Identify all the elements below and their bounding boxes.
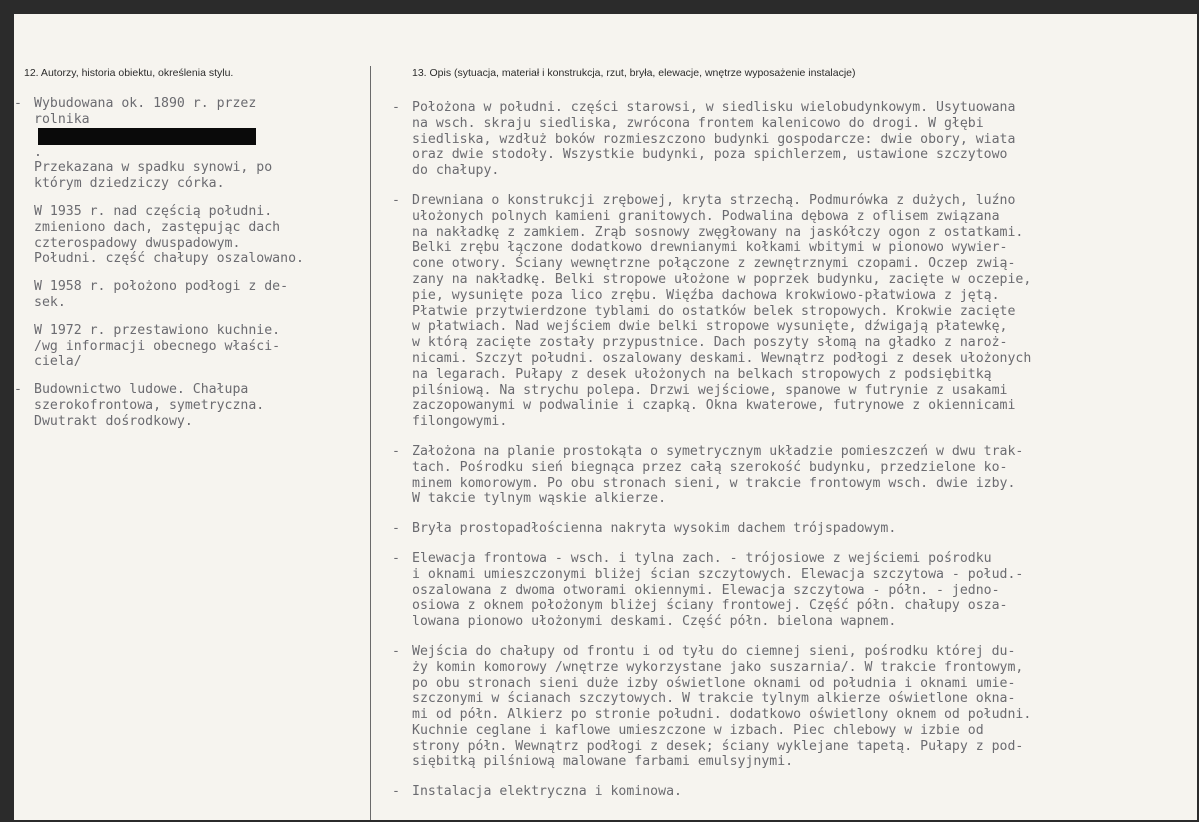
- text-line: na nakładkę z zamkiem. Zrąb sosnowy zwęgłowany na jaskółczy ogon z ostatkami.: [412, 224, 1024, 240]
- text-line: Założona na planie prostokąta o symetrycznym układzie pomieszczeń w dwu trak-: [412, 443, 1024, 459]
- text-line: siedliska, wzdłuż boków rozmieszczono budynki gospodarcze: dwie obory, wiata: [412, 131, 1016, 147]
- text-line: W 1958 r. położono podłogi z de-: [34, 279, 289, 295]
- bullet-dash: -: [392, 643, 400, 659]
- text-line: którym dziedziczy córka.: [34, 176, 225, 192]
- text-line: Belki zrębu łączone dodatkowo drewnianymi kołkami wbitymi w pionowo wywier-: [412, 240, 1008, 256]
- text-line: Przekazana w spadku synowi, po: [34, 160, 273, 176]
- section-13-header: 13. Opis (sytuacja, materiał i konstrukcja, rzut, bryła, elewacje, wnętrze wyposażenie instalacje): [412, 67, 856, 79]
- bullet-dash: -: [392, 100, 400, 115]
- text-line: tach. Pośrodku sień biegnąca przez całą szerokość budynku, przedzielone ko-: [412, 459, 1008, 475]
- owner-label: rolnika: [34, 111, 90, 127]
- text-line: sek.: [34, 294, 66, 310]
- text-line: Drewniana o konstrukcji zrębowej, kryta strzechą. Podmurówka z dużych, luźno: [412, 192, 1016, 208]
- text-line: nicami. Szczyt południ. oszalowany deskami. Wewnątrz podłogi z desek ułożonych: [412, 350, 1032, 366]
- redacted-line-end: .: [34, 144, 42, 160]
- text-line: szczonymi w ścianach szczytowych. W trakcie tylnym alkierze oświetlone okna-: [412, 691, 1016, 707]
- description-entry-text: [412, 784, 1192, 800]
- description-entry-text: [412, 444, 1192, 507]
- history-column: [14, 96, 369, 430]
- history-entry-text: [34, 382, 369, 429]
- text-line: zaczopowanymi w podwalinie i czapką. Okna kwaterowe, futrynowe z okiennicami: [412, 398, 1016, 414]
- text-line: Dwutrakt dośrodkowy.: [34, 413, 193, 429]
- text-line: oszalowana z dwoma otworami okiennymi. Elewacja szczytowa - półn. - jedno-: [412, 582, 1000, 598]
- text-line: osiowa z oknem położonym bliżej ściany frontowej. Część półn. chałupy osza-: [412, 598, 1008, 614]
- text-line: Budownictwo ludowe. Chałupa: [34, 382, 249, 398]
- description-entry-text: [412, 521, 1192, 537]
- text-line: W 1972 r. przestawiono kuchnie.: [34, 322, 281, 338]
- text-line: zmieniono dach, zastępując dach: [34, 219, 281, 235]
- redaction-bar: [38, 128, 256, 145]
- description-entry: [392, 444, 1192, 507]
- description-entry: [392, 193, 1192, 430]
- description-entry: [392, 784, 1192, 800]
- history-entry: [14, 323, 369, 370]
- text-line: Kuchnie ceglane i kaflowe umieszczone w izbach. Piec chlebowy w izbie od: [412, 722, 984, 738]
- bullet-dash: -: [14, 382, 22, 398]
- history-entry-text: [34, 96, 369, 192]
- text-line: Elewacja frontowa - wsch. i tylna zach. - trójosiowe z wejściemi pośrodku: [412, 550, 992, 566]
- text-line: na legarach. Pułapy z desek ułożonych na belkach stropowych z podsiębitką: [412, 366, 992, 382]
- description-entry-text: [412, 644, 1192, 770]
- text-line: zany na nakładkę. Belki stropowe ułożone w poprzek budynku, zacięte w oczepie,: [412, 271, 1032, 287]
- document-sheet: [14, 14, 1197, 820]
- redacted-line: [34, 112, 369, 161]
- text-line: pilśniową. Na strychu polepa. Drzwi wejściowe, spanowe w futrynie z usakami: [412, 382, 1008, 398]
- bullet-dash: -: [392, 521, 400, 537]
- history-entry: [14, 96, 369, 192]
- history-entry: [14, 204, 369, 267]
- column-divider: [370, 66, 371, 820]
- description-entry-text: [412, 100, 1192, 179]
- text-line: ciela/: [34, 354, 82, 370]
- text-line: szerokofrontowa, symetryczna.: [34, 397, 265, 413]
- description-entry-text: [412, 193, 1192, 430]
- history-entry: [14, 279, 369, 311]
- text-line: Południ. część chałupy oszalowano.: [34, 251, 304, 267]
- text-line: siębitką pilśniową malowane farbami emulsyjnymi.: [412, 754, 794, 770]
- history-entry-text: [34, 204, 369, 267]
- text-line: Wejścia do chałupy od frontu i od tyłu do ciemnej sieni, pośrodku której du-: [412, 643, 1016, 659]
- description-entry-text: [412, 551, 1192, 630]
- text-line: w którą zacięte zostały przypustnice. Dach poszyty słomą na gładko z naroż-: [412, 335, 1008, 351]
- description-column: [392, 100, 1192, 800]
- history-entry-text: [34, 323, 369, 370]
- text-line: oraz dwie stodoły. Wszystkie budynki, poza spichlerzem, ustawione szczytowo: [412, 147, 1008, 163]
- description-entry: [392, 100, 1192, 179]
- history-entry-text: [34, 279, 369, 311]
- text-line: w płatwiach. Nad wejściem dwie belki stropowe wysunięte, dźwigają płatewkę,: [412, 319, 1008, 335]
- bullet-dash: -: [14, 96, 22, 111]
- text-line: W takcie tylnym wąskie alkierze.: [412, 491, 667, 507]
- text-line: do chałupy.: [412, 163, 500, 179]
- text-line: filongowymi.: [412, 414, 508, 430]
- text-line: Instalacja elektryczna i kominowa.: [412, 784, 682, 800]
- text-line: Płatwie przytwierdzone tyblami do ostatków belek stropowych. Krokwie zacięte: [412, 303, 1016, 319]
- text-line: czterospadowy dwuspadowym.: [34, 235, 241, 251]
- description-entry: [392, 644, 1192, 770]
- text-line: minem komorowym. Po obu stronach sieni, w trakcie frontowym wsch. dwie izby.: [412, 475, 1016, 491]
- text-line: i oknami umieszczonymi bliżej ścian szczytowych. Elewacja szczytowa - połud.-: [412, 566, 1024, 582]
- description-entry: [392, 551, 1192, 630]
- text-line: ży komin komorowy /wnętrze wykorzystane jako suszarnia/. W trakcie frontowym,: [412, 659, 1024, 675]
- text-line: po obu stronach sieni duże izby oświetlone oknami od południa i oknami umie-: [412, 675, 1016, 691]
- text-line: /wg informacji obecnego właści-: [34, 338, 281, 354]
- text-line: lowana pionowo ułożonymi deskami. Część półn. bielona wapnem.: [412, 614, 897, 630]
- section-12-header: 12. Autorzy, historia obiektu, określenia stylu.: [24, 67, 234, 79]
- text-line: Bryła prostopadłościenna nakryta wysokim dachem trójspadowym.: [412, 521, 897, 537]
- text-line: ułożonych polnych kamieni granitowych. Podwalina dębowa z oflisem związana: [412, 208, 1000, 224]
- bullet-dash: -: [392, 443, 400, 459]
- bullet-dash: -: [392, 192, 400, 208]
- text-line: Położona w południ. części starowsi, w siedlisku wielobudynkowym. Usytuowana: [412, 100, 1016, 115]
- text-line: pie, wysunięte poza lico zrębu. Więźba dachowa krokwiowo-płatwiowa z jętą.: [412, 287, 1000, 303]
- text-line: na wsch. skraju siedliska, zwrócona frontem kalenicowo do drogi. W głębi: [412, 115, 984, 131]
- text-line: Wybudowana ok. 1890 r. przez: [34, 96, 257, 111]
- text-line: W 1935 r. nad częścią południ.: [34, 203, 273, 219]
- text-line: mi od półn. Alkierz po stronie południ. dodatkowo oświetlony oknem od południ.: [412, 707, 1032, 723]
- bullet-dash: -: [392, 550, 400, 566]
- text-line: strony półn. Wewnątrz podłogi z desek; ściany wyklejane tapetą. Pułapy z pod-: [412, 738, 1024, 754]
- text-line: cone otwory. Ściany wewnętrzne połączone z zewnętrznymi czopami. Oczep zwią-: [412, 256, 1016, 272]
- bullet-dash: -: [392, 784, 400, 800]
- description-entry: [392, 521, 1192, 537]
- history-entry: [14, 382, 369, 429]
